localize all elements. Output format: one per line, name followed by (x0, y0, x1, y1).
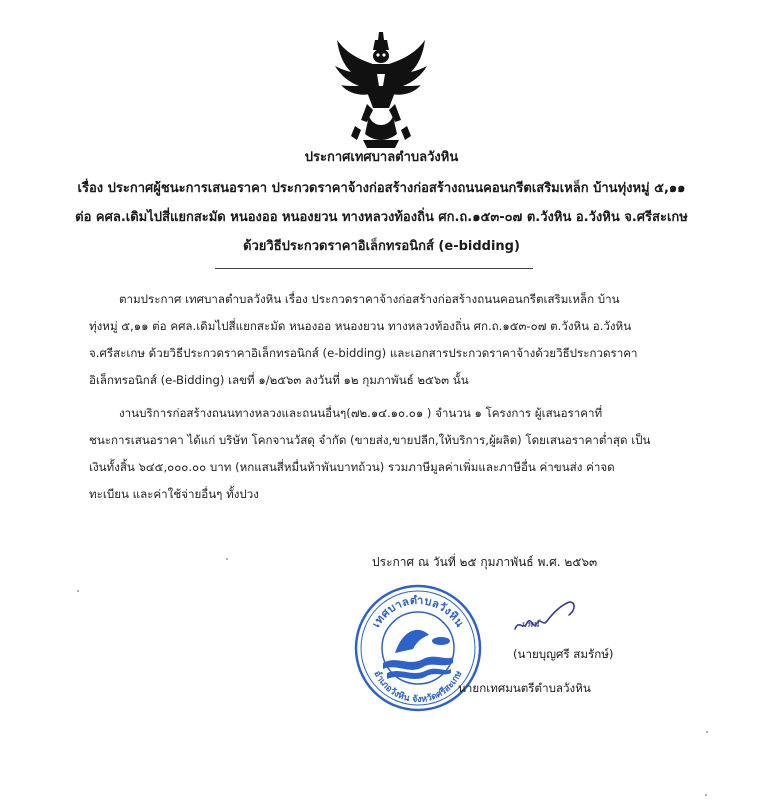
garuda-emblem-icon (333, 30, 429, 150)
announcement-title: ประกาศเทศบาลตำบลวังหิน (304, 150, 459, 165)
body-paragraph-2 (89, 400, 709, 508)
paragraph-line: เงินทั้งสิ้น ๖๔๕,๐๐๐.๐๐ บาท (หกแสนสี่หมื่นห้าพันบาทถ้วน) รวมภาษีมูลค่าเพิ่มและภาษีอื่น ค่าขนส่ง ค่าจด (89, 460, 615, 474)
body-paragraph-1 (89, 286, 709, 394)
paragraph-line: ตามประกาศ เทศบาลตำบลวังหิน เรื่อง ประกวดราคาจ้างก่อสร้างก่อสร้างถนนคอนกรีตเสริมเหล็ก บ้าน (119, 292, 620, 306)
signatory-name: (นายบุญศรี สมรักษ์) (513, 647, 614, 661)
paragraph-line: ทะเบียน และค่าใช้จ่ายอื่นๆ ทั้งปวง (89, 487, 259, 501)
seal-top-text: เทศบาลตำบลวังหิน (369, 593, 467, 630)
scan-speck (706, 731, 708, 733)
signature-text: มพน์ (521, 620, 540, 630)
divider-line (215, 268, 533, 269)
announcement-subject (20, 174, 743, 261)
scan-speck (226, 558, 228, 560)
signatory-position: นายกเทศมนตรีตำบลวังหิน (458, 681, 591, 695)
paragraph-line: ชนะการเสนอราคา ได้แก่ บริษัท โคกจานวัสดุ จำกัด (ขายส่ง,ขายปลีก,ให้บริการ,ผู้ผลิต) โดยเสนอราคาต่ำสุด เป็น (89, 433, 651, 447)
subject-line: ต่อ คศล.เดิมไปสี่แยกสะมัด หนองออ หนองยวน ทางหลวงท้องถิ่น ศก.ถ.๑๕๓-๐๗ ต.วังหิน อ.วังหิน จ.ศรีสะเกษ (75, 210, 688, 225)
seal-bottom-text: อำเภอวังหิน จังหวัดศรีสะเกษ (371, 669, 465, 706)
paragraph-line: อิเล็กทรอนิกส์ (e-Bidding) เลขที่ ๑/๒๕๖๓ ลงวันที่ ๑๒ กุมภาพันธ์ ๒๕๖๓ นั้น (89, 373, 469, 387)
announcement-date: ประกาศ ณ วันที่ ๒๕ กุมภาพันธ์ พ.ศ. ๒๕๖๓ (372, 555, 598, 569)
scan-speck (705, 794, 707, 796)
subject-line: ด้วยวิธีประกวดราคาอิเล็กทรอนิกส์ (e-bidding) (243, 239, 520, 254)
handwritten-signature (505, 597, 585, 637)
subject-line: เรื่อง ประกาศผู้ชนะการเสนอราคา ประกวดราคาจ้างก่อสร้างก่อสร้างถนนคอนกรีตเสริมเหล็ก บ้านทุ่งหมู่ ๕,๑๑ (77, 181, 686, 196)
paragraph-line: งานบริการก่อสร้างถนนทางหลวงและถนนอื่นๆ(๗๒.๑๔.๑๐.๐๑ ) จำนวน ๑ โครงการ ผู้เสนอราคาที่ (119, 406, 603, 420)
paragraph-line: จ.ศรีสะเกษ ด้วยวิธีประกวดราคาอิเล็กทรอนิกส์ (e-bidding) และเอกสารประกวดราคาจ้างด้วยวิธีประกวดราคา (89, 346, 638, 360)
scan-speck (77, 590, 79, 592)
paragraph-line: ทุ่งหมู่ ๕,๑๑ ต่อ คศล.เดิมไปสี่แยกสะมัด หนองออ หนองยวน ทางหลวงท้องถิ่น ศก.ถ.๑๕๓-๐๗ ต.วังหิน อ.วังหิน (89, 319, 632, 333)
